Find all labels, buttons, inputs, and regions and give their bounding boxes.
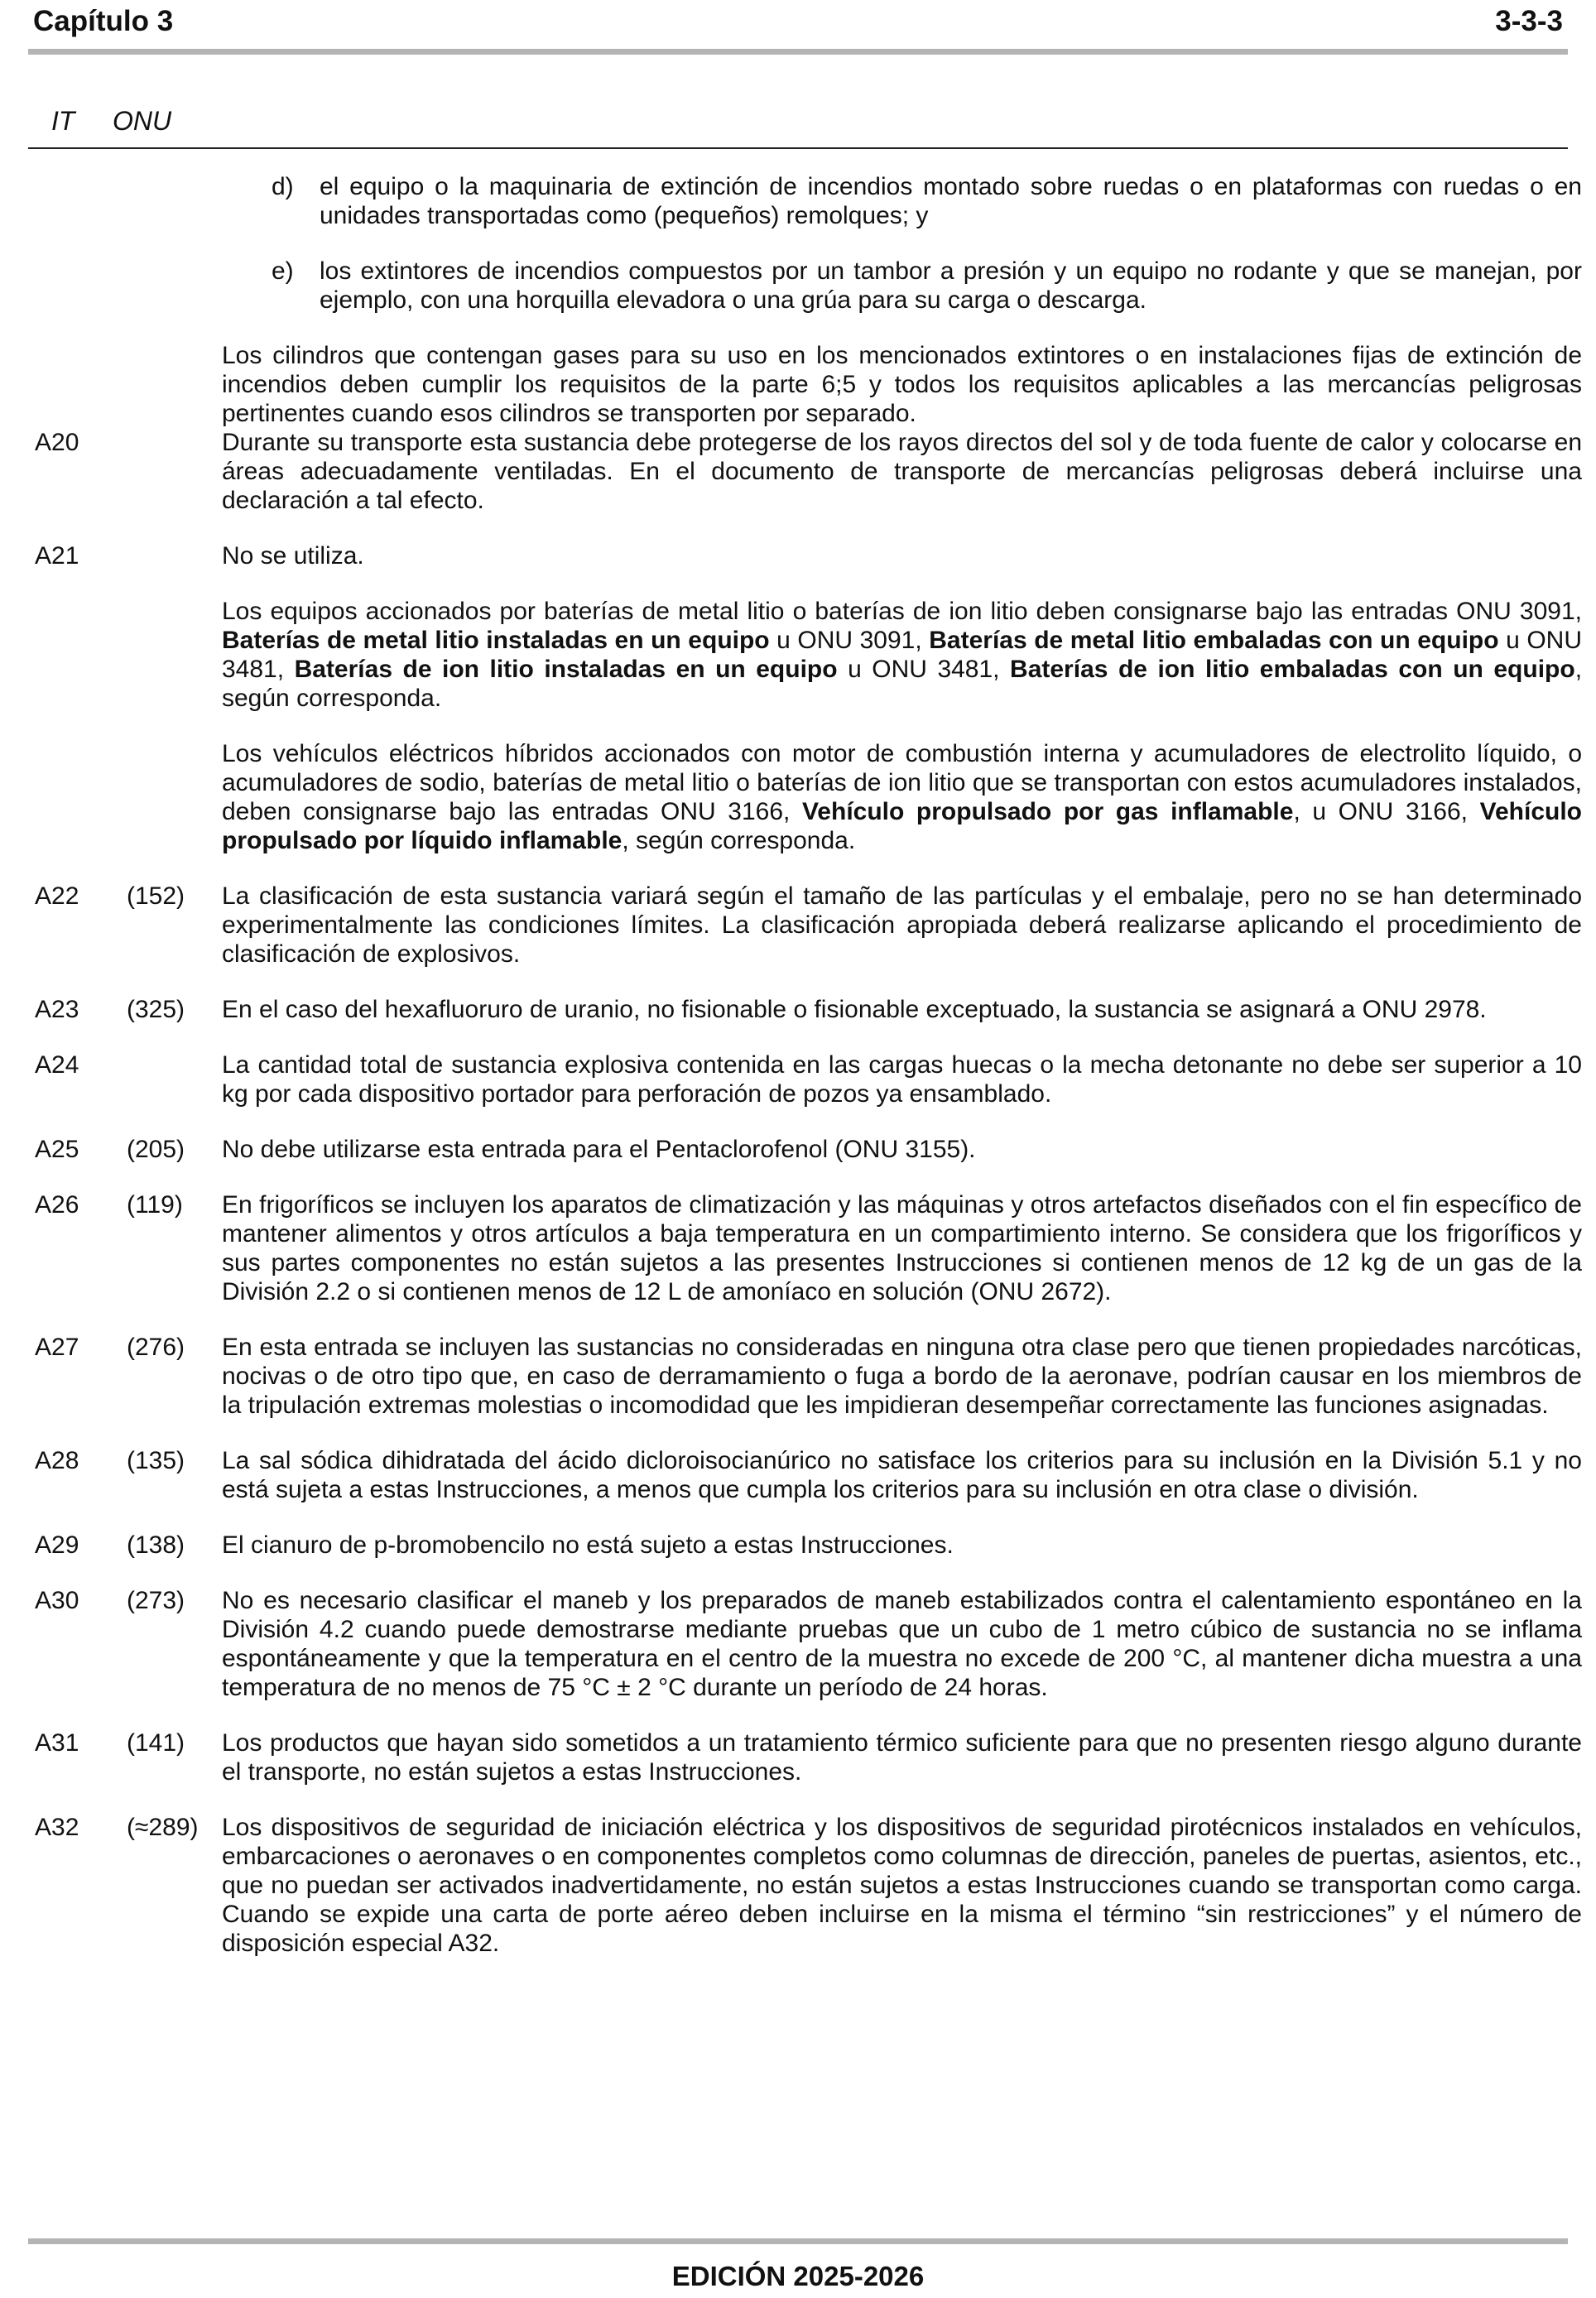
provision-code: A32 <box>35 1814 79 1841</box>
provision-text <box>222 597 1582 713</box>
text-run: Los vehículos eléctricos híbridos accionados con motor de combustión interna y acumuladores de electrolito líquido, o acumuladores de sodio, baterías de metal litio o baterías de ion litio que se transportan con estos acumuladores instalados, deben consignarse bajo las entradas ONU 3166, <box>222 740 1582 825</box>
provision-a20 <box>33 428 1582 515</box>
provision-a28 <box>33 1446 1582 1504</box>
page-header <box>33 5 1563 48</box>
provision-ref: (276) <box>127 1334 185 1361</box>
entry-name: Baterías de metal litio embaladas con un equipo <box>929 627 1499 654</box>
provision-code: A23 <box>35 996 79 1023</box>
text-run: u ONU 3481, <box>837 656 1011 683</box>
text-run: , u ONU 3166, <box>1293 798 1480 825</box>
provision-text: Los productos que hayan sido sometidos a un tratamiento térmico suficiente para que no presenten riesgo alguno durante el transporte, no están sujetos a estas Instrucciones. <box>222 1729 1582 1786</box>
provision-ref: (138) <box>127 1531 185 1559</box>
provision-ref: (≈289) <box>127 1814 199 1841</box>
provision-a19-continuation <box>33 341 1582 428</box>
provision-ref: (205) <box>127 1136 185 1163</box>
footer-rule <box>28 2238 1568 2244</box>
provision-a27 <box>33 1333 1582 1420</box>
provision-text: La sal sódica dihidratada del ácido dicloroisocianúrico no satisface los criterios para su inclusión en la División 5.1 y no está sujeta a estas Instrucciones, a menos que cumpla los criterios para su inclusión en otra clase o división. <box>222 1447 1582 1503</box>
text-run: Los equipos accionados por baterías de metal litio o baterías de ion litio deben consignarse bajo las entradas ONU 3091, <box>222 598 1582 625</box>
provision-code: A27 <box>35 1334 79 1361</box>
provision-text: En el caso del hexafluoruro de uranio, no fisionable o fisionable exceptuado, la sustancia se asignará a ONU 2978. <box>222 996 1487 1023</box>
column-header-rule <box>28 147 1568 149</box>
entry-name: Baterías de ion litio embaladas con un equipo <box>1010 656 1575 683</box>
provision-a23 <box>33 995 1582 1024</box>
column-header-onu: ONU <box>113 106 172 136</box>
provision-text: La clasificación de esta sustancia variará según el tamaño de las partículas y el embalaje, pero no se han determinado experimentalmente las condiciones límites. La clasificación apropiada deberá realizarse aplicando el procedimiento de clasificación de explosivos. <box>222 882 1582 968</box>
sub-item-d <box>33 172 1582 230</box>
provision-code: A22 <box>35 882 79 910</box>
provision-text: Durante su transporte esta sustancia debe protegerse de los rayos directos del sol y de toda fuente de calor y colocarse en áreas adecuadamente ventiladas. En el documento de transporte de mercancías peligrosas deberá incluirse una declaración a tal efecto. <box>222 429 1582 514</box>
provision-code: A26 <box>35 1191 79 1219</box>
provision-a29 <box>33 1531 1582 1560</box>
sub-item-label: d) <box>272 173 294 200</box>
provision-text <box>222 739 1582 855</box>
entry-name: Baterías de ion litio instaladas en un equipo <box>294 656 838 683</box>
provision-text: No es necesario clasificar el maneb y los preparados de maneb estabilizados contra el calentamiento espontáneo en la División 4.2 cuando puede demostrarse mediante pruebas que un cubo de 1 metro cúbico de sustancia no se inflama espontáneamente y que la temperatura en el centro de la muestra no excede de 200 °C, al mantener dicha muestra a una temperatura de no menos de 75 °C ± 2 °C durante un período de 24 horas. <box>222 1587 1582 1701</box>
provision-a26 <box>33 1190 1582 1306</box>
column-header-it: IT <box>51 106 75 136</box>
provision-text: No debe utilizarse esta entrada para el Pentaclorofenol (ONU 3155). <box>222 1136 976 1163</box>
sub-item-text: los extintores de incendios compuestos por un tambor a presión y un equipo no rodante y que se manejan, por ejemplo, con una horquilla elevadora o una grúa para su carga o descarga. <box>320 257 1582 314</box>
header-rule <box>28 49 1568 55</box>
sub-item-label: e) <box>272 257 294 285</box>
provision-code: A30 <box>35 1587 79 1614</box>
page-number: 3-3-3 <box>1495 5 1563 37</box>
provision-code: A31 <box>35 1729 79 1757</box>
provision-a25 <box>33 1135 1582 1164</box>
provision-text: Los dispositivos de seguridad de iniciación eléctrica y los dispositivos de seguridad pirotécnicos instalados en vehículos, embarcaciones o aeronaves o en componentes completos como columnas de dirección, paneles de puertas, asientos, etc., que no puedan ser activados inadvertidamente, no están sujetos a estas Instrucciones cuando se transportan como carga. Cuando se expide una carta de porte aéreo deben incluirse en la misma el término “sin restricciones” y el número de disposición especial A32. <box>222 1814 1582 1957</box>
entry-name: Vehículo propulsado por líquido inflamable <box>222 798 1582 854</box>
provisions-body <box>33 172 1582 1984</box>
provision-code: A24 <box>35 1051 79 1079</box>
provision-code: A20 <box>35 429 79 456</box>
provision-code: A28 <box>35 1447 79 1474</box>
chapter-title: Capítulo 3 <box>33 5 174 37</box>
text-run: u ONU 3091, <box>769 627 930 654</box>
provision-text: No se utiliza. <box>222 542 364 570</box>
provision-ref: (119) <box>127 1191 183 1219</box>
provision-text: En esta entrada se incluyen las sustancias no consideradas en ninguna otra clase pero que tienen propiedades narcóticas, nocivas o de otro tipo que, en caso de derramamiento o fuga a bordo de la aeronave, podrían causar en los miembros de la tripulación extremas molestias o incomodidad que les impidieran desempeñar correctamente las funciones asignadas. <box>222 1334 1582 1419</box>
provision-ref: (141) <box>127 1729 185 1757</box>
provision-text: Los cilindros que contengan gases para su uso en los mencionados extintores o en instalaciones fijas de extinción de incendios deben cumplir los requisitos de la parte 6;5 y todos los requisitos aplicables a las mercancías peligrosas pertinentes cuando esos cilindros se transporten por separado. <box>222 342 1582 427</box>
provision-text: El cianuro de p-bromobencilo no está sujeto a estas Instrucciones. <box>222 1531 954 1559</box>
provision-code: A29 <box>35 1531 79 1559</box>
provision-code: A21 <box>35 542 79 570</box>
provision-a22 <box>33 882 1582 969</box>
provision-text: En frigoríficos se incluyen los aparatos de climatización y las máquinas y otros artefactos diseñados con el fin específico de mantener alimentos y otros artículos a baja temperatura en un compartimiento interno. Se considera que los frigoríficos y sus partes componentes no están sujetos a las presentes Instrucciones si contienen menos de 12 kg de un gas de la División 2.2 o si contienen menos de 12 L de amoníaco en solución (ONU 2672). <box>222 1191 1582 1305</box>
text-run: , según corresponda. <box>222 656 1583 712</box>
entry-name: Baterías de metal litio instaladas en un equipo <box>222 627 770 654</box>
provision-ref: (273) <box>127 1587 185 1614</box>
text-run: , según corresponda. <box>622 827 856 854</box>
provision-text: La cantidad total de sustancia explosiva contenida en las cargas huecas o la mecha detonante no debe ser superior a 10 kg por cada dispositivo portador para perforación de pozos ya ensamblado. <box>222 1051 1582 1108</box>
sub-item-text: el equipo o la maquinaria de extinción de incendios montado sobre ruedas o en plataformas con ruedas o en unidades transportadas como (pequeños) remolques; y <box>320 173 1582 229</box>
sub-item-e <box>33 257 1582 315</box>
provision-a31 <box>33 1728 1582 1786</box>
provision-a32 <box>33 1813 1582 1958</box>
provision-a21 <box>33 541 1582 570</box>
provision-a21-paragraph-3 <box>33 739 1582 855</box>
edition-footer: EDICIÓN 2025-2026 <box>671 2261 925 2291</box>
provision-ref: (325) <box>127 996 185 1023</box>
provision-ref: (135) <box>127 1447 185 1474</box>
provision-ref: (152) <box>127 882 185 910</box>
provision-a30 <box>33 1586 1582 1702</box>
text-run: u ONU 3481, <box>222 627 1583 683</box>
entry-name: Vehículo propulsado por gas inflamable <box>801 798 1294 825</box>
provision-code: A25 <box>35 1136 79 1163</box>
provision-a24 <box>33 1050 1582 1108</box>
provision-a21-paragraph-2 <box>33 597 1582 713</box>
